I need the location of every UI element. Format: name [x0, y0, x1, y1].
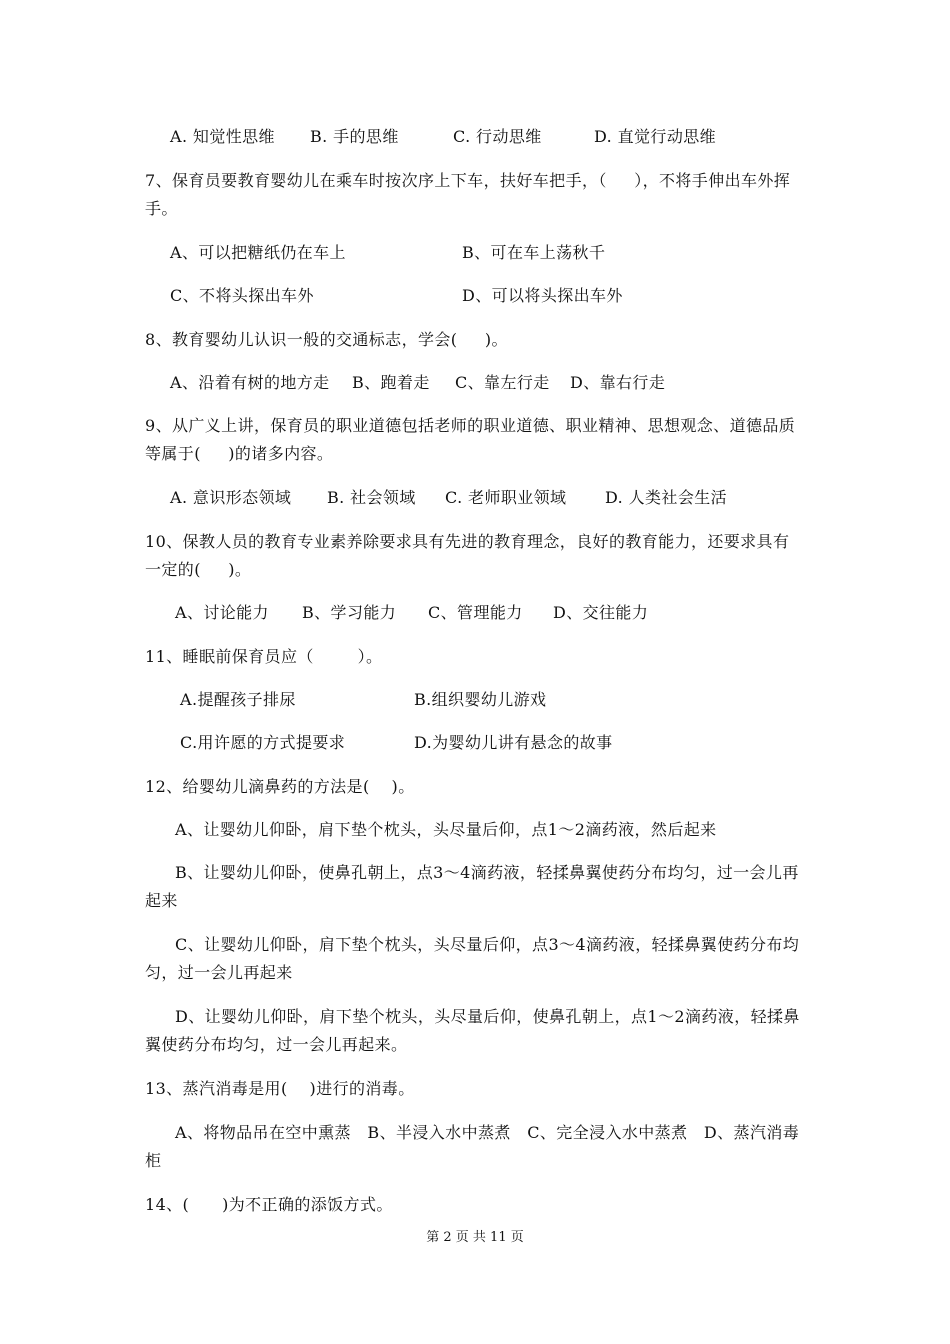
- q9-stem-line1: 9、从广义上讲，保育员的职业道德包括老师的职业道德、职业精神、思想观念、道德品质: [145, 416, 796, 435]
- q7-option-a: A、可以把糖纸仍在车上: [170, 243, 346, 262]
- q8-option-d: D、靠右行走: [570, 373, 666, 392]
- q10-option-d: D、交往能力: [553, 603, 649, 622]
- q8-option-c: C、靠左行走: [455, 373, 550, 392]
- q9-option-c: C. 老师职业领域: [445, 488, 567, 507]
- q8-option-a: A、沿着有树的地方走: [170, 373, 330, 392]
- q6-option-a: A. 知觉性思维: [170, 127, 275, 146]
- q7-option-d: D、可以将头探出车外: [462, 286, 623, 305]
- page-number-footer: 第 2 页 共 11 页: [426, 1230, 524, 1245]
- q8-option-b: B、跑着走: [352, 373, 430, 392]
- q7-stem-line1: 7、保育员要教育婴幼儿在乘车时按次序上下车，扶好车把手，（ ），不将手伸出车外挥: [145, 171, 791, 190]
- q6-option-b: B. 手的思维: [310, 127, 399, 146]
- q11-option-a: A.提醒孩子排尿: [180, 690, 296, 709]
- q14-stem: 14、( )为不正确的添饭方式。: [145, 1195, 393, 1214]
- q10-option-a: A、讨论能力: [175, 603, 269, 622]
- q11-option-c: C.用许愿的方式提要求: [180, 733, 346, 752]
- q7-stem-line2: 手。: [145, 199, 178, 218]
- q7-option-c: C、不将头探出车外: [170, 286, 314, 305]
- q8-stem: 8、教育婴幼儿认识一般的交通标志，学会( )。: [145, 330, 508, 349]
- q7-option-b: B、可在车上荡秋千: [462, 243, 606, 262]
- q12-option-c-line1: C、让婴幼儿仰卧，肩下垫个枕头，头尽量后仰，点3～4滴药液，轻揉鼻翼使药分布均: [175, 935, 800, 954]
- q10-option-c: C、管理能力: [428, 603, 523, 622]
- q9-option-b: B. 社会领域: [327, 488, 416, 507]
- q9-option-d: D. 人类社会生活: [605, 488, 728, 507]
- q9-option-a: A. 意识形态领域: [170, 488, 292, 507]
- q11-option-b: B.组织婴幼儿游戏: [414, 690, 547, 709]
- q11-option-d: D.为婴幼儿讲有悬念的故事: [414, 733, 613, 752]
- q6-option-c: C. 行动思维: [453, 127, 542, 146]
- q13-options-line1: A、将物品吊在空中熏蒸 B、半浸入水中蒸煮 C、完全浸入水中蒸煮 D、蒸汽消毒: [175, 1123, 800, 1142]
- q12-option-d-line2: 翼使药分布均匀，过一会儿再起来。: [145, 1035, 408, 1054]
- q12-option-d-line1: D、让婴幼儿仰卧，肩下垫个枕头，头尽量后仰，使鼻孔朝上，点1～2滴药液，轻揉鼻: [175, 1007, 800, 1026]
- q10-stem-line2: 一定的( )。: [145, 560, 252, 579]
- q9-stem-line2: 等属于( )的诸多内容。: [145, 444, 334, 463]
- q12-option-b-line2: 起来: [145, 891, 178, 910]
- q10-stem-line1: 10、保教人员的教育专业素养除要求具有先进的教育理念，良好的教育能力，还要求具有: [145, 532, 790, 551]
- q12-option-a: A、让婴幼儿仰卧，肩下垫个枕头，头尽量后仰，点1～2滴药液，然后起来: [175, 820, 717, 839]
- q12-option-c-line2: 匀，过一会儿再起来: [145, 963, 293, 982]
- q6-option-d: D. 直觉行动思维: [594, 127, 717, 146]
- q12-stem: 12、给婴幼儿滴鼻药的方法是( )。: [145, 777, 415, 796]
- q13-options-line2: 柜: [145, 1151, 162, 1170]
- q13-stem: 13、蒸汽消毒是用( )进行的消毒。: [145, 1079, 415, 1098]
- q12-option-b-line1: B、让婴幼儿仰卧，使鼻孔朝上，点3～4滴药液，轻揉鼻翼使药分布均匀，过一会儿再: [175, 863, 799, 882]
- q10-option-b: B、学习能力: [302, 603, 397, 622]
- q11-stem: 11、睡眠前保育员应（ ）。: [145, 647, 383, 666]
